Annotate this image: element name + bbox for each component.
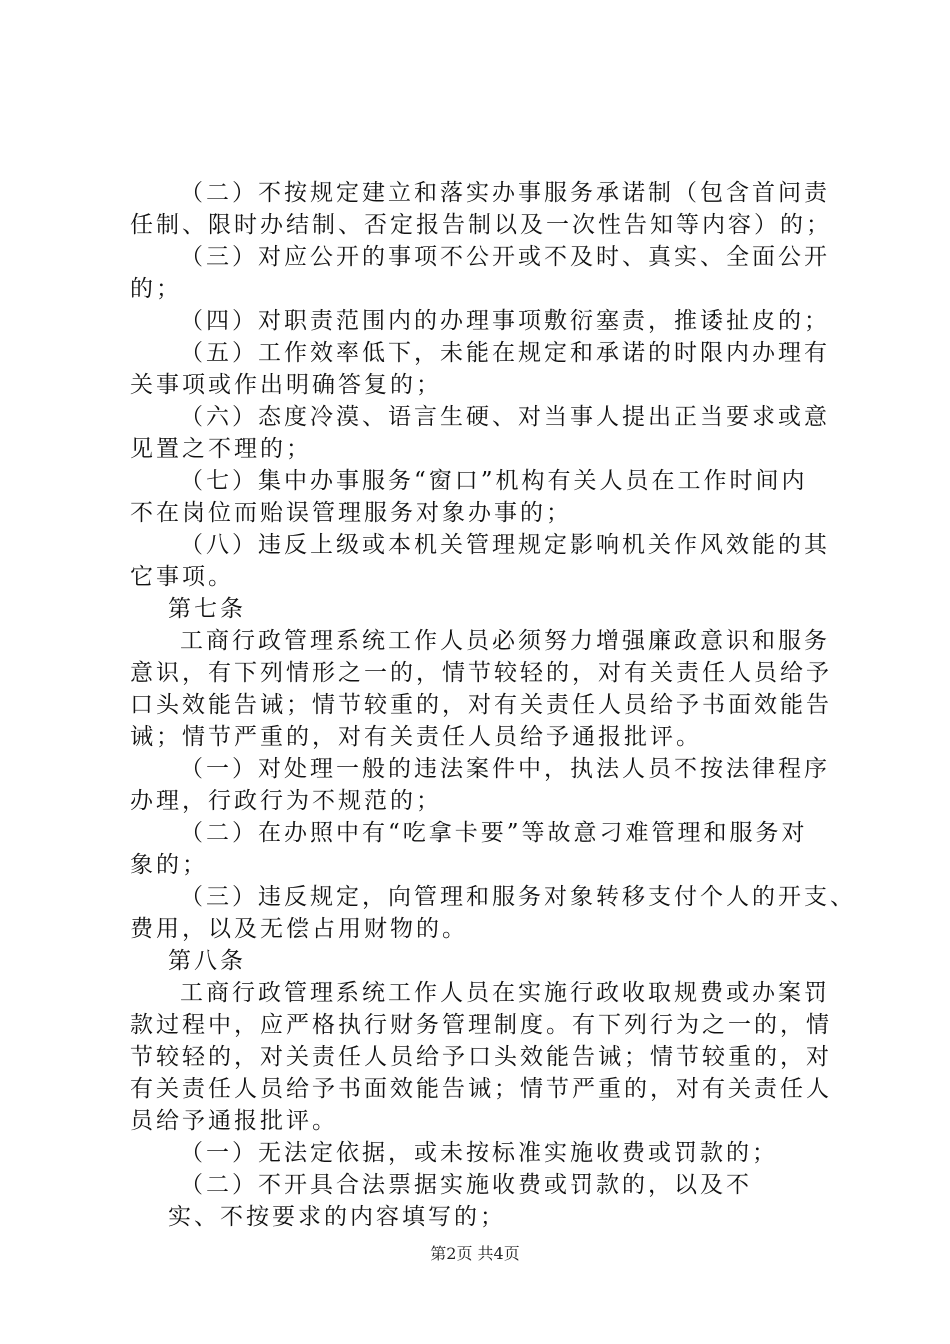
- text-line: 诫；情节严重的，对有关责任人员给予通报批评。: [130, 724, 702, 750]
- text-line: （二）不开具合法票据实施收费或罚款的，以及不: [180, 1172, 752, 1198]
- text-line: 工商行政管理系统工作人员在实施行政收取规费或办案罚: [180, 980, 830, 1006]
- text-line: （三）对应公开的事项不公开或不及时、真实、全面公开: [180, 244, 830, 270]
- text-line: 见置之不理的；: [130, 436, 312, 462]
- text-line: 意识，有下列情形之一的，情节较轻的，对有关责任人员给予: [130, 660, 832, 686]
- text-line: （五）工作效率低下，未能在规定和承诺的时限内办理有: [180, 340, 830, 366]
- text-line: 办理，行政行为不规范的；: [130, 788, 442, 814]
- text-line: 工商行政管理系统工作人员必须努力增强廉政意识和服务: [180, 628, 830, 654]
- text-line: （一）对处理一般的违法案件中，执法人员不按法律程序: [180, 756, 830, 782]
- article-heading: 第七条: [168, 596, 246, 622]
- text-line: （七）集中办事服务“窗口”机构有关人员在工作时间内: [180, 468, 808, 494]
- text-line: 不在岗位而贻误管理服务对象办事的；: [130, 500, 572, 526]
- text-line: （二）不按规定建立和落实办事服务承诺制（包含首问责: [180, 180, 830, 206]
- text-line: 关事项或作出明确答复的；: [130, 372, 442, 398]
- text-line: 的；: [130, 276, 182, 302]
- text-line: 款过程中，应严格执行财务管理制度。有下列行为之一的，情: [130, 1012, 832, 1038]
- text-line: （四）对职责范围内的办理事项敷衍塞责，推诿扯皮的；: [180, 308, 830, 334]
- text-line: 口头效能告诫；情节较重的，对有关责任人员给予书面效能告: [130, 692, 832, 718]
- text-line: 费用，以及无偿占用财物的。: [130, 916, 468, 942]
- text-line: 员给予通报批评。: [130, 1108, 338, 1134]
- text-line: （六）态度冷漠、语言生硬、对当事人提出正当要求或意: [180, 404, 830, 430]
- text-line: （三）违反规定，向管理和服务对象转移支付个人的开支、: [180, 884, 856, 910]
- text-line: 有关责任人员给予书面效能告诫；情节严重的，对有关责任人: [130, 1076, 832, 1102]
- text-line: （八）违反上级或本机关管理规定影响机关作风效能的其: [180, 532, 830, 558]
- text-line: 它事项。: [130, 564, 234, 590]
- text-line: （一）无法定依据，或未按标准实施收费或罚款的；: [180, 1140, 778, 1166]
- text-line: （二）在办照中有“吃拿卡要”等故意刁难管理和服务对: [180, 820, 808, 846]
- text-line: 节较轻的，对关责任人员给予口头效能告诫；情节较重的，对: [130, 1044, 832, 1070]
- article-heading: 第八条: [168, 948, 246, 974]
- text-line: 实、不按要求的内容填写的；: [168, 1204, 506, 1230]
- text-line: 象的；: [130, 852, 208, 878]
- page-number-footer: 第2页 共4页: [430, 1244, 520, 1263]
- text-line: 任制、限时办结制、否定报告制以及一次性告知等内容）的；: [130, 212, 832, 238]
